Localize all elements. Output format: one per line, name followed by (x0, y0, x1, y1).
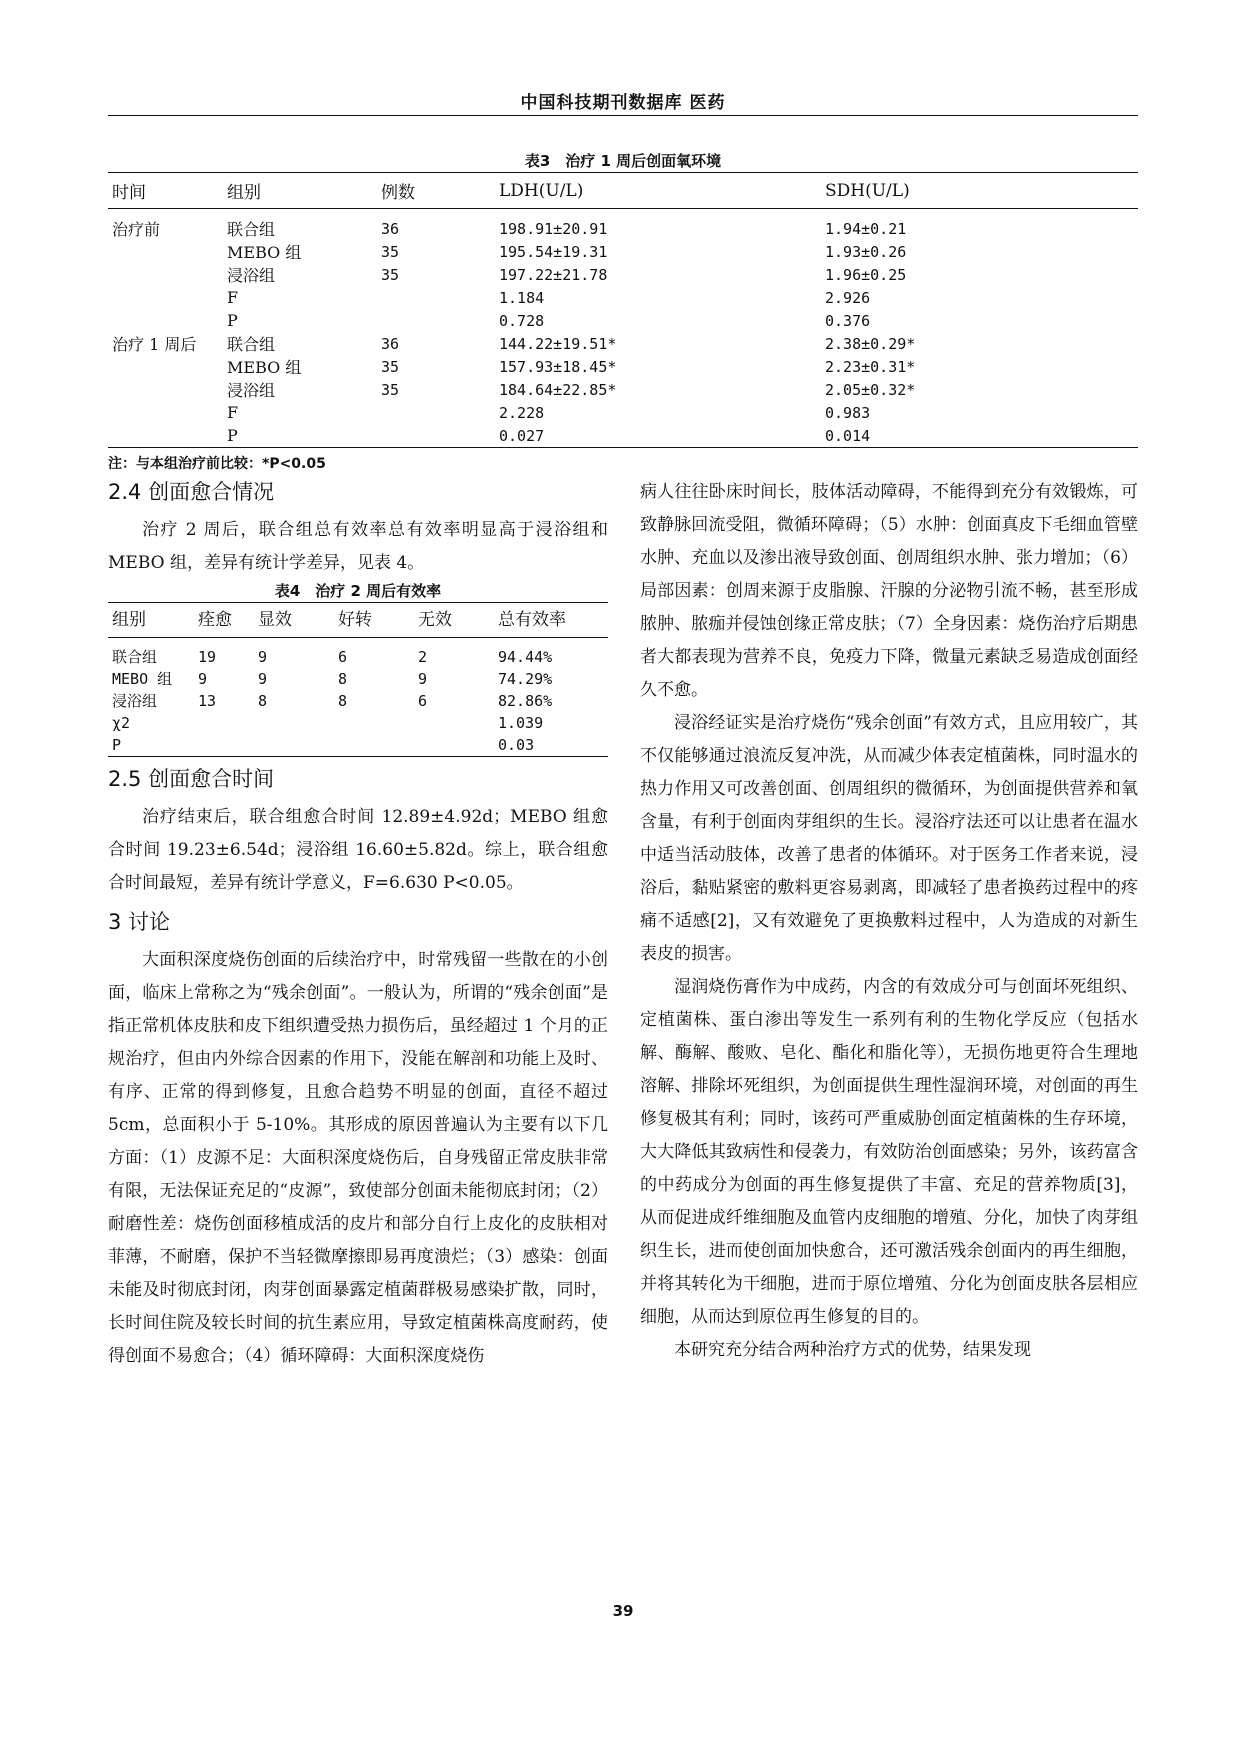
table4-header-row (108, 603, 608, 638)
table3-cell (108, 355, 223, 378)
table3-cell: 35 (381, 242, 400, 261)
left-column (108, 470, 608, 1373)
table3-header-cell: SDH(U/L) (825, 180, 910, 201)
table3-header-row (108, 173, 1138, 209)
table3-note: 注：与本组治疗前比较：*P<0.05 (108, 456, 326, 472)
section-3-heading: 3 讨论 (108, 910, 171, 934)
table3-cell: MEBO 组 (227, 358, 302, 377)
table3-cell: 1.93±0.26 (825, 242, 907, 261)
section-2-4-heading: 2.4 创面愈合情况 (108, 480, 275, 504)
table4-header-cell: 总有效率 (498, 610, 566, 630)
table4-header-cell: 显效 (258, 610, 292, 630)
table3-cell: 治疗 1 周后 (112, 335, 197, 354)
table3-body (108, 209, 1138, 448)
section-2-5-heading: 2.5 创面愈合时间 (108, 767, 275, 791)
table3-cell: 浸浴组 (227, 381, 276, 400)
table3-cell: 198.91±20.91 (499, 219, 608, 238)
table3-cell: 36 (381, 334, 400, 353)
table3-cell: P (227, 311, 238, 330)
table3-cell (108, 401, 223, 424)
table3-cell: 联合组 (227, 220, 276, 239)
table3-row (108, 309, 1138, 332)
table3-cell: 0.014 (825, 426, 871, 445)
table3-row (108, 424, 1138, 448)
table3-row (108, 240, 1138, 263)
table3-cell: F (227, 403, 239, 422)
table4-cell: 19 (198, 648, 217, 666)
table3-cell (377, 424, 495, 448)
table4-cell: 8 (258, 692, 268, 710)
table4-cell: χ2 (112, 714, 131, 732)
table4-cell: 9 (258, 670, 268, 688)
table4-row (108, 668, 608, 690)
table3-cell (377, 401, 495, 424)
table4-body (108, 638, 608, 757)
table3-cell (108, 263, 223, 286)
table3 (108, 172, 1138, 448)
table4-cell: 浸浴组 (112, 692, 158, 710)
table3-row (108, 355, 1138, 378)
table3-row (108, 209, 1138, 241)
table3-row (108, 378, 1138, 401)
table4-cell: P (112, 736, 122, 754)
table4-header-cell: 好转 (338, 610, 372, 630)
table3-cell (108, 424, 223, 448)
table3-cell: 1.94±0.21 (825, 219, 907, 238)
table3-cell: 0.983 (825, 403, 871, 422)
table3-cell (108, 240, 223, 263)
table3-cell: 2.926 (825, 288, 871, 307)
table4-cell: 2 (418, 648, 428, 666)
table3-header-cell: 时间 (112, 183, 146, 203)
table3-cell (108, 309, 223, 332)
table3-cell: 197.22±21.78 (499, 265, 608, 284)
table3-cell: P (227, 426, 238, 445)
table4-row (108, 712, 608, 734)
table3-header-cell: 例数 (381, 183, 415, 203)
right-column (640, 476, 1138, 1367)
table3-cell: 2.05±0.32* (825, 380, 916, 399)
table3-title: 表3 治疗 1 周后创面氧环境 (524, 152, 722, 170)
table4-cell: 9 (258, 648, 268, 666)
table3-row (108, 401, 1138, 424)
body-paragraph: 本研究充分结合两种治疗方式的优势，结果发现 (674, 1340, 1031, 1360)
table4-row (108, 638, 608, 669)
table4-row (108, 734, 608, 757)
table4-cell (194, 712, 254, 734)
body-paragraph: 湿润烧伤膏作为中成药，内含的有效成分可与创面坏死组织、定植菌株、蛋白渗出等发生一系列有利的生物化学反应（包括水解、酶解、酸败、皂化、酯化和脂化等），无损伤地更符合生理地溶解、排除坏死组织，为创面提供生理性湿润环境，对创面的再生修复极其有利；同时，该药可严重威胁创面定植菌株的生存环境，大大降低其致病性和侵袭力，有效防治创面感染；另外，该药富含的中药成分为创面的再生修复提供了丰富、充足的营养物质[3]，从而促进成纤维细胞及血管内皮细胞的增殖、分化，加快了肉芽组织生长，进而使创面加快愈合，还可激活残余创面内的再生细胞，并将其转化为干细胞，进而于原位增殖、分化为创面皮肤各层相应细胞，从而达到原位再生修复的目的。 (640, 977, 1138, 1327)
table4-cell: MEBO 组 (112, 670, 173, 688)
table4-cell: 74.29% (498, 670, 553, 688)
table3-cell: 35 (381, 357, 400, 376)
table3-cell (377, 309, 495, 332)
table3-cell (108, 378, 223, 401)
table3-header-cell: 组别 (227, 183, 261, 203)
section-3-text: 大面积深度烧伤创面的后续治疗中，时常残留一些散在的小创面，临床上常称之为“残余创面”。一般认为，所谓的“残余创面”是指正常机体皮肤和皮下组织遭受热力损伤后，虽经超过 1 个月的正规治疗，但由内外综合因素的作用下，没能在解剖和功能上及时、有序、正常的得到修复，且愈合趋势不明显的创面，直径不超过 5cm，总面积小于 5-10%。其形成的原因普遍认为主要有以下几方面：（1）皮源不足：大面积深度烧伤后，自身残留正常皮肤非常有限，无法保证充足的“皮源”，致使部分创面未能彻底封闭；（2）耐磨性差：烧伤创面移植成活的皮片和部分自行上皮化的皮肤相对菲薄，不耐磨，保护不当轻微摩擦即易再度溃烂；（3）感染：创面未能及时彻底封闭，肉芽创面暴露定植菌群极易感染扩散，同时，长时间住院及较长时间的抗生素应用，导致定植菌株高度耐药，使得创面不易愈合；（4）循环障碍：大面积深度烧伤 (108, 950, 608, 1366)
table4-cell: 1.039 (498, 714, 544, 732)
table3-cell: 144.22±19.51* (499, 334, 617, 353)
table4-cell: 6 (338, 648, 348, 666)
table3-row (108, 332, 1138, 355)
table3-cell: 1.96±0.25 (825, 265, 907, 284)
table4-cell: 0.03 (498, 736, 535, 754)
table4-cell (334, 734, 414, 757)
table3-cell: 2.38±0.29* (825, 334, 916, 353)
table4-header-cell: 痊愈 (198, 610, 232, 630)
table3-cell: 195.54±19.31 (499, 242, 608, 261)
table3-cell: 1.184 (499, 288, 545, 307)
table4-cell (414, 712, 494, 734)
header-rule (108, 115, 1138, 116)
table3-cell: 2.228 (499, 403, 545, 422)
table3-cell: 治疗前 (112, 220, 161, 239)
table4-header-cell: 组别 (112, 610, 146, 630)
table4-cell (414, 734, 494, 757)
table3-cell (108, 286, 223, 309)
table3-cell: 2.23±0.31* (825, 357, 916, 376)
table4-cell: 6 (418, 692, 428, 710)
table4 (108, 602, 608, 757)
table3-cell: 浸浴组 (227, 266, 276, 285)
table4-cell: 9 (418, 670, 428, 688)
body-paragraph: 浸浴经证实是治疗烧伤“残余创面”有效方式，且应用较广，其不仅能够通过浪流反复冲洗，从而减少体表定植菌株，同时温水的热力作用又可改善创面、创周组织的微循环，为创面提供营养和氧含量，有利于创面肉芽组织的生长。浸浴疗法还可以让患者在温水中适当活动肢体，改善了患者的体循环。对于医务工作者来说，浸浴后，黏贴紧密的敷料更容易剥离，即减轻了患者换药过程中的疼痛不适感[2]，又有效避免了更换敷料过程中，人为造成的对新生表皮的损害。 (640, 713, 1138, 964)
table3-cell: 36 (381, 219, 400, 238)
table4-cell: 94.44% (498, 648, 553, 666)
table4-cell: 8 (338, 670, 348, 688)
table4-row (108, 690, 608, 712)
table4-cell (254, 712, 334, 734)
table3-row (108, 263, 1138, 286)
table3-cell: 157.93±18.45* (499, 357, 617, 376)
table4-cell: 联合组 (112, 648, 158, 666)
table3-header-cell: LDH(U/L) (499, 180, 584, 201)
table3-cell: 0.376 (825, 311, 871, 330)
section-2-5-text: 治疗结束后，联合组愈合时间 12.89±4.92d；MEBO 组愈合时间 19.23±6.54d；浸浴组 16.60±5.82d。综上，联合组愈合时间最短，差异有统计学意义，F=6.630 P<0.05。 (108, 807, 608, 893)
table4-cell: 9 (198, 670, 208, 688)
running-head: 中国科技期刊数据库 医药 (520, 93, 726, 113)
table3-cell (377, 286, 495, 309)
table3-cell: 35 (381, 380, 400, 399)
page-number: 39 (612, 1602, 634, 1620)
table3-row (108, 286, 1138, 309)
table4-title: 表4 治疗 2 周后有效率 (274, 582, 442, 600)
table3-cell: 0.728 (499, 311, 545, 330)
table3-cell: 184.64±22.85* (499, 380, 617, 399)
table4-cell (194, 734, 254, 757)
section-2-4-text: 治疗 2 周后，联合组总有效率总有效率明显高于浸浴组和 MEBO 组，差异有统计学差异，见表 4。 (108, 520, 608, 573)
table3-cell: 联合组 (227, 335, 276, 354)
table4-cell: 8 (338, 692, 348, 710)
table3-cell: F (227, 288, 239, 307)
table4-cell (334, 712, 414, 734)
table4-cell: 13 (198, 692, 217, 710)
table3-cell: MEBO 组 (227, 243, 302, 262)
table3-cell: 35 (381, 265, 400, 284)
table4-cell (254, 734, 334, 757)
body-paragraph: 病人往往卧床时间长，肢体活动障碍，不能得到充分有效锻炼，可致静脉回流受阻，微循环障碍；（5）水肿：创面真皮下毛细血管壁水肿、充血以及渗出液导致创面、创周组织水肿、张力增加；（6）局部因素：创周来源于皮脂腺、汗腺的分泌物引流不畅，甚至形成脓肿、脓痂并侵蚀创缘正常皮肤；（7）全身因素：烧伤治疗后期患者大都表现为营养不良，免疫力下降，微量元素缺乏易造成创面经久不愈。 (640, 482, 1138, 700)
table4-cell: 82.86% (498, 692, 553, 710)
table3-cell: 0.027 (499, 426, 545, 445)
table4-header-cell: 无效 (418, 610, 452, 630)
